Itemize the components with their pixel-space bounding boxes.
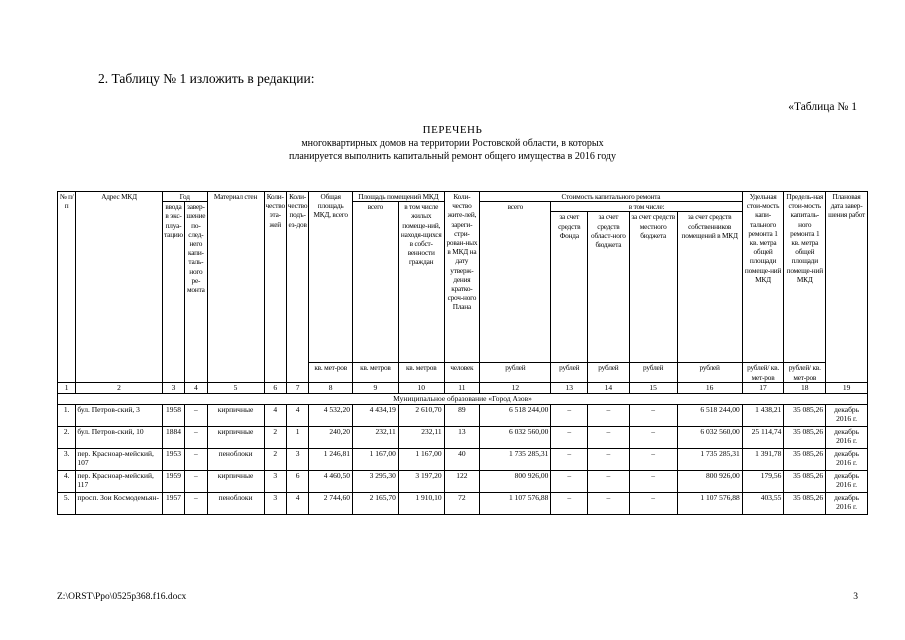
column-number: 3 <box>162 382 184 393</box>
cell-cost-local: – <box>629 426 677 448</box>
hdr-cost: Стоимость капитального ремонта <box>480 192 742 202</box>
cell-cost-local: – <box>629 404 677 426</box>
cell-max-cost: 35 085,26 <box>784 426 826 448</box>
cell-unit-cost: 403,55 <box>742 492 784 514</box>
cell-max-cost: 35 085,26 <box>784 470 826 492</box>
hdr-year: Год <box>162 192 207 202</box>
cell-premises-total: 2 165,70 <box>353 492 399 514</box>
cell-unit-cost: 179,56 <box>742 470 784 492</box>
hdr-cost-owners: за счет средств собственников помещений в МКД <box>677 212 742 363</box>
column-number: 10 <box>398 382 444 393</box>
hdr-cost-fund: за счет средств Фонда <box>551 212 588 363</box>
cell-cost-owners: 800 926,00 <box>677 470 742 492</box>
cell-total-area: 240,20 <box>309 426 353 448</box>
cell-year-commission: 1958 <box>162 404 184 426</box>
cell-num: 4. <box>58 470 76 492</box>
cell-unit-cost: 1 391,78 <box>742 448 784 470</box>
column-number: 19 <box>826 382 868 393</box>
cell-max-cost: 35 085,26 <box>784 404 826 426</box>
unit-unit-cost: рублей/ кв. мет-ров <box>742 363 784 382</box>
unit-premises-total: кв. метров <box>353 363 399 382</box>
hdr-floors: Коли-чество эта-жей <box>264 192 286 363</box>
cell-cost-total: 1 107 576,88 <box>480 492 551 514</box>
cell-premises-total: 4 434,19 <box>353 404 399 426</box>
cell-year-commission: 1884 <box>162 426 184 448</box>
cell-cost-local: – <box>629 492 677 514</box>
cell-cost-fund: – <box>551 492 588 514</box>
cell-entrances: 4 <box>286 492 308 514</box>
cell-max-cost: 35 085,26 <box>784 448 826 470</box>
document-title <box>0 124 905 163</box>
cell-cost-regional: – <box>588 448 630 470</box>
column-number: 9 <box>353 382 399 393</box>
column-number: 14 <box>588 382 630 393</box>
column-number: 16 <box>677 382 742 393</box>
unit-max-cost: рублей/ кв. мет-ров <box>784 363 826 382</box>
cell-year-completion: – <box>185 448 207 470</box>
unit-cost-total: рублей <box>480 363 551 382</box>
cell-year-completion: – <box>185 404 207 426</box>
cell-year-commission: 1953 <box>162 448 184 470</box>
cell-entrances: 6 <box>286 470 308 492</box>
header-row-1 <box>58 192 868 202</box>
cell-num: 5. <box>58 492 76 514</box>
hdr-premises-total: всего <box>353 202 399 363</box>
column-number: 12 <box>480 382 551 393</box>
hdr-wall-material: Материал стен <box>207 192 264 363</box>
cell-floors: 3 <box>264 470 286 492</box>
cell-floors: 4 <box>264 404 286 426</box>
cell-cost-regional: – <box>588 426 630 448</box>
hdr-year-completion: завер-шение по-след-него капи-таль-ного ре-монта <box>185 202 207 363</box>
cell-residents: 13 <box>444 426 480 448</box>
cell-residents: 122 <box>444 470 480 492</box>
cell-floors: 3 <box>264 492 286 514</box>
cell-total-area: 4 532,20 <box>309 404 353 426</box>
unit-cost-regional: рублей <box>588 363 630 382</box>
region-name: Муниципальное образование «Город Азов» <box>58 393 868 404</box>
title-line-2: планируется выполнить капитальный ремонт общего имущества в 2016 году <box>288 151 617 162</box>
cell-cost-fund: – <box>551 404 588 426</box>
building-table <box>57 191 868 515</box>
cell-cost-owners: 1 735 285,31 <box>677 448 742 470</box>
cell-cost-total: 6 032 560,00 <box>480 426 551 448</box>
column-number: 1 <box>58 382 76 393</box>
table-row <box>58 492 868 514</box>
table-row <box>58 448 868 470</box>
cell-max-cost: 35 085,26 <box>784 492 826 514</box>
cell-entrances: 4 <box>286 404 308 426</box>
unit-cost-owners: рублей <box>677 363 742 382</box>
cell-year-commission: 1957 <box>162 492 184 514</box>
hdr-planned-date: Плановая дата завер-шения работ <box>826 192 868 363</box>
table-row <box>58 404 868 426</box>
cell-material: кирпичные <box>207 404 264 426</box>
region-row <box>58 393 868 404</box>
cell-cost-local: – <box>629 448 677 470</box>
unit-residents: человек <box>444 363 480 382</box>
cell-residents: 89 <box>444 404 480 426</box>
cell-premises-total: 232,11 <box>353 426 399 448</box>
column-number: 6 <box>264 382 286 393</box>
cell-cost-local: – <box>629 470 677 492</box>
cell-year-commission: 1959 <box>162 470 184 492</box>
title-line-1: многоквартирных домов на территории Ростовской области, в которых <box>301 138 604 149</box>
footer-file-path: Z:\ORST\Ppo\0525p368.f16.docx <box>57 592 187 602</box>
cell-total-area: 1 246,81 <box>309 448 353 470</box>
cell-unit-cost: 1 438,21 <box>742 404 784 426</box>
cell-planned-date: декабрь 2016 г. <box>826 404 868 426</box>
cell-cost-regional: – <box>588 404 630 426</box>
column-numbers-row <box>58 382 868 393</box>
cell-cost-owners: 6 032 560,00 <box>677 426 742 448</box>
cell-premises-res: 232,11 <box>398 426 444 448</box>
cell-address: просп. Зои Космодемьян- <box>76 492 162 514</box>
cell-entrances: 3 <box>286 448 308 470</box>
cell-address: пер. Красноар-мейский, 117 <box>76 470 162 492</box>
cell-premises-total: 3 295,30 <box>353 470 399 492</box>
cell-material: пеноблоки <box>207 448 264 470</box>
cell-cost-regional: – <box>588 492 630 514</box>
cell-year-completion: – <box>185 426 207 448</box>
cell-address: бул. Петров-ский, 3 <box>76 404 162 426</box>
hdr-num: № п/п <box>58 192 76 363</box>
hdr-entrances: Коли-чество подъ-ез-дов <box>286 192 308 363</box>
cell-cost-total: 6 518 244,00 <box>480 404 551 426</box>
column-number: 15 <box>629 382 677 393</box>
hdr-unit-cost: Удельная стои-мость капи-тального ремонта 1 кв. метра общей площади помеще-ний МКД <box>742 192 784 363</box>
cell-cost-fund: – <box>551 470 588 492</box>
cell-residents: 72 <box>444 492 480 514</box>
cell-address: пер. Краснoар-мейский, 107 <box>76 448 162 470</box>
column-number: 17 <box>742 382 784 393</box>
column-number: 5 <box>207 382 264 393</box>
intro-text: 2. Таблицу № 1 изложить в редакции: <box>98 71 315 86</box>
column-number: 2 <box>76 382 162 393</box>
cell-cost-total: 800 926,00 <box>480 470 551 492</box>
cell-unit-cost: 25 114,74 <box>742 426 784 448</box>
cell-cost-owners: 1 107 576,88 <box>677 492 742 514</box>
unit-cost-fund: рублей <box>551 363 588 382</box>
column-number: 7 <box>286 382 308 393</box>
cell-material: кирпичные <box>207 470 264 492</box>
cell-cost-fund: – <box>551 426 588 448</box>
cell-cost-regional: – <box>588 470 630 492</box>
unit-premises-res: кв. метров <box>398 363 444 382</box>
unit-cost-local: рублей <box>629 363 677 382</box>
column-number: 4 <box>185 382 207 393</box>
cell-cost-fund: – <box>551 448 588 470</box>
cell-cost-total: 1 735 285,31 <box>480 448 551 470</box>
cell-material: кирпичные <box>207 426 264 448</box>
cell-entrances: 1 <box>286 426 308 448</box>
cell-premises-res: 2 610,70 <box>398 404 444 426</box>
cell-num: 2. <box>58 426 76 448</box>
hdr-address: Адрес МКД <box>76 192 162 363</box>
page-number: 3 <box>853 592 858 602</box>
column-number: 13 <box>551 382 588 393</box>
hdr-cost-local: за счет средств местного бюджета <box>629 212 677 363</box>
hdr-cost-total: всего <box>480 202 551 363</box>
cell-planned-date: декабрь 2016 г. <box>826 426 868 448</box>
cell-year-completion: – <box>185 492 207 514</box>
cell-planned-date: декабрь 2016 г. <box>826 470 868 492</box>
cell-planned-date: декабрь 2016 г. <box>826 448 868 470</box>
cell-premises-res: 1 910,10 <box>398 492 444 514</box>
hdr-premises-residential: в том числе жилых помеще-ний, находя-щихся в собст-венности граждан <box>398 202 444 363</box>
cell-material: пеноблоки <box>207 492 264 514</box>
hdr-total-area: Общая площадь МКД, всего <box>309 192 353 363</box>
cell-total-area: 2 744,60 <box>309 492 353 514</box>
cell-floors: 2 <box>264 448 286 470</box>
cell-premises-res: 1 167,00 <box>398 448 444 470</box>
cell-premises-res: 3 197,20 <box>398 470 444 492</box>
cell-residents: 40 <box>444 448 480 470</box>
hdr-residents: Коли-чество жите-лей, зареги-стри-рован-ных в МКД на дату утверж-дения кратко-сроч-ного Плана <box>444 192 480 363</box>
cell-num: 1. <box>58 404 76 426</box>
hdr-max-cost: Предель-ная стои-мость капиталь-ного ремонта 1 кв. метра общей площади помеще-ний МКД <box>784 192 826 363</box>
column-number: 8 <box>309 382 353 393</box>
cell-planned-date: декабрь 2016 г. <box>826 492 868 514</box>
hdr-cost-regional: за счет средств област-ного бюджета <box>588 212 630 363</box>
title-main: ПЕРЕЧЕНЬ <box>422 124 483 136</box>
cell-year-completion: – <box>185 470 207 492</box>
cell-total-area: 4 460,50 <box>309 470 353 492</box>
cell-premises-total: 1 167,00 <box>353 448 399 470</box>
cell-address: бул. Петров-ский, 10 <box>76 426 162 448</box>
cell-floors: 2 <box>264 426 286 448</box>
cell-cost-owners: 6 518 244,00 <box>677 404 742 426</box>
table-row <box>58 426 868 448</box>
cell-num: 3. <box>58 448 76 470</box>
table-row <box>58 470 868 492</box>
hdr-cost-including: в том числе: <box>551 202 742 212</box>
unit-total-area: кв. мет-ров <box>309 363 353 382</box>
column-number: 18 <box>784 382 826 393</box>
hdr-year-commission: ввода в экс-плуа-тацию <box>162 202 184 363</box>
units-row <box>58 363 868 382</box>
column-number: 11 <box>444 382 480 393</box>
table-caption: «Таблица № 1 <box>788 101 857 113</box>
hdr-premises-area: Площадь помещений МКД <box>353 192 445 202</box>
